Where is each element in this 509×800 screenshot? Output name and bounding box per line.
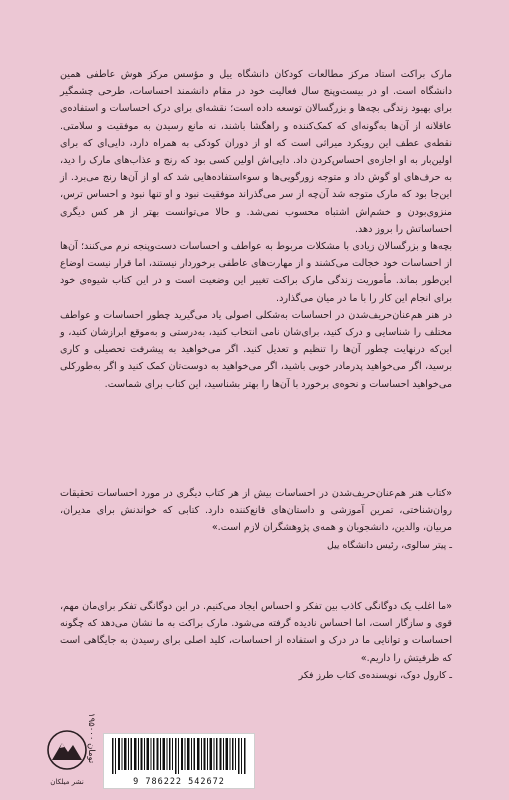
description-paragraph-1: مارک براکت استاد مرکز مطالعات کودکان دانشگاه ییل و مؤسس مرکز هوش عاطفی همین دانشگاه است. او در بیست‌وپنج سال فعالیت خود در مقام دانشمند احساسات، طرحی چشمگیر برای بهبود زندگی بچه‌ها و بزرگسالان توسعه داده است؛ نقشه‌ای برای درک احساسات و استفاده‌ی عاقلانه از آن‌ها به‌گونه‌ای که کمک‌کننده و راهگشا باشند، نه مانع رسیدن به موفقیت و سلامتی. نقطه‌ی عطف این رویکرد میراثی است که او از دوران کودکی به همراه دارد، دایی‌ای که برای اولین‌بار به او اجازه‌ی احساس‌کردن داد. دایی‌اش اولین کسی بود که رنج و عذاب‌های مارک را دید، به حرف‌های او گوش داد و متوجه زورگویی‌ها و سوءاستفاده‌هایی شد که او از آن‌ها رنج می‌برد. از این‌جا بود که مارک متوجه شد آن‌چه از سر می‌گذراند موفقیت نبود و او تنها نبود و احساس ترس، منزوی‌بودن و خشم‌اش اشتباه محسوب نمی‌شد. و حالا می‌توانست بهتر از هر کس دیگری احساساتش را بروز دهد.: [60, 69, 452, 235]
endorsement-quote-1: [60, 485, 452, 554]
quote-1-attribution: ـ پیتر سالوی، رئیس دانشگاه ییل: [326, 539, 452, 551]
quote-2-text: «ما اغلب یک دوگانگی کاذب بین تفکر و احساس ایجاد می‌کنیم. در این دوگانگی تفکر برای‌مان مهم، قوی و سازگار است، اما احساس نادیده گرفته می‌شود. مارک براکت به ما نشان می‌دهد که چگونه احساسات و توانایی ما در درک و استفاده از احساسات، کلید اصلی برای رسیدن به جایگاهی است که ظرفیتش را داریم.»: [60, 601, 452, 664]
barcode-bars-icon: [112, 738, 246, 774]
isbn-digits: 9 786222 542672: [133, 777, 225, 787]
description-paragraph-2: بچه‌ها و بزرگسالان زیادی با مشکلات مربوط به عواطف و احساسات دست‌وپنجه نرم می‌کنند؛ آن‌ها از احساسات خود خجالت می‌کشند و از مهارت‌های عاطفی برخوردار نیستند، اما قرار نیست اوضاع این‌طور بماند. مأموریت زندگی مارک براکت تغییر این وضعیت است و در این کتاب شیوه‌ی خود برای انجام این کار را با ما در میان می‌گذارد.: [60, 241, 452, 304]
price-label: ۱۹۵۰۰۰ تومان: [86, 713, 96, 764]
endorsement-quote-2: [60, 598, 452, 684]
isbn-barcode: [103, 733, 255, 789]
description-paragraph-3: در هنر هم‌عنان‌حریف‌شدن در احساسات به‌شکلی اصولی یاد می‌گیرید چطور احساسات و عواطف مختلف را شناسایی و درک کنید، برای‌شان نامی انتخاب کنید، به‌درستی و به‌موقع ابرازشان کنید، و این‌که درنهایت چطور آن‌ها را تنظیم و تعدیل کنید. اگر می‌خواهید به پیشرفت تحصیلی و کاری برسید، اگر می‌خواهید پدرمادر خوبی باشید، اگر می‌خواهید به دوست‌تان کمک کنید و اگر به‌طورکلی می‌خواهید احساسات و نحوه‌ی برخورد با آن‌ها را بهتر بشناسید، این کتاب برای شماست.: [60, 309, 452, 390]
book-description: [60, 66, 452, 393]
quote-2-attribution: ـ کارول دوک، نویسنده‌ی کتاب طرز فکر: [298, 669, 452, 681]
quote-1-text: «کتاب هنر هم‌عنان‌حریف‌شدن در احساسات بیش از هر کتاب دیگری در مورد احساسات تحقیقات روان‌شناختی، تمرین آموزشی و داستان‌های قانع‌کننده دارد. کتابی که خواندنش برای مدیران، مربیان، والدین، دانشجویان و همه‌ی پژوهشگران لازم است.»: [60, 488, 452, 534]
publisher-name: نشر میلکان: [50, 778, 84, 786]
